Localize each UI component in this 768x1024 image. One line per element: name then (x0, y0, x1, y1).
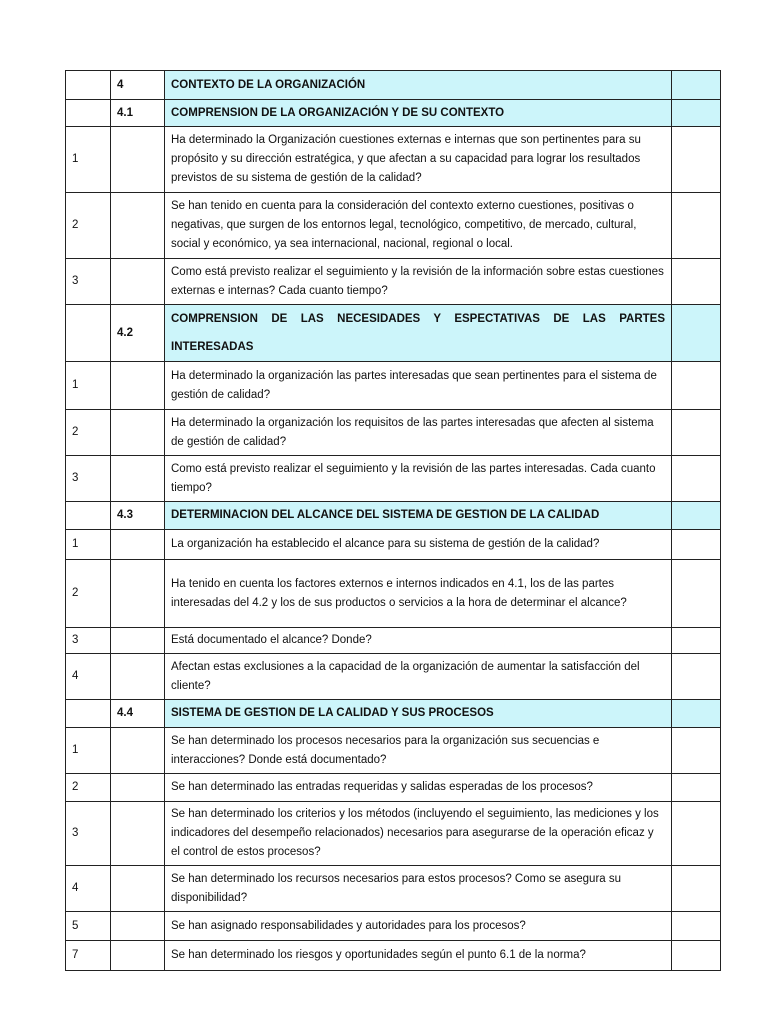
item-number-cell: 1 (66, 530, 111, 560)
item-number-cell: 7 (66, 941, 111, 971)
section-code-cell (111, 628, 165, 654)
answer-cell (672, 700, 721, 728)
item-number-cell (66, 100, 111, 127)
section-code-cell (111, 560, 165, 628)
section-code-cell: 4.1 (111, 100, 165, 127)
item-number-cell: 1 (66, 728, 111, 774)
item-number-cell: 3 (66, 802, 111, 866)
section-code-cell (111, 259, 165, 305)
answer-cell (672, 774, 721, 802)
section-title: COMPRENSION DE LAS NECESIDADES Y ESPECTATIVAS DE LAS PARTES INTERESADAS (165, 305, 672, 362)
section-code-cell (111, 530, 165, 560)
item-number-cell: 3 (66, 628, 111, 654)
answer-cell (672, 193, 721, 259)
question-row (66, 774, 721, 802)
section-code-cell (111, 912, 165, 941)
answer-cell (672, 802, 721, 866)
section-code-cell: 4.3 (111, 502, 165, 530)
answer-cell (672, 305, 721, 362)
answer-cell (672, 530, 721, 560)
question-row (66, 654, 721, 700)
answer-cell (672, 654, 721, 700)
item-number-cell: 2 (66, 560, 111, 628)
question-row (66, 802, 721, 866)
section-code-cell (111, 866, 165, 912)
question-row (66, 866, 721, 912)
question-row (66, 127, 721, 193)
question-text: Como está previsto realizar el seguimiento y la revisión de las partes interesadas. Cada cuanto tiempo? (165, 456, 672, 502)
question-row (66, 456, 721, 502)
question-text: Ha determinado la organización los requisitos de las partes interesadas que afecten al sistema de gestión de calidad? (165, 410, 672, 456)
answer-cell (672, 127, 721, 193)
item-number-cell: 2 (66, 193, 111, 259)
section-code-cell (111, 362, 165, 410)
answer-cell (672, 560, 721, 628)
item-number-cell: 2 (66, 410, 111, 456)
answer-cell (672, 71, 721, 100)
answer-cell (672, 628, 721, 654)
question-row (66, 628, 721, 654)
section-code-cell: 4 (111, 71, 165, 100)
item-number-cell: 4 (66, 866, 111, 912)
question-row (66, 912, 721, 941)
question-text: Se han determinado los criterios y los métodos (incluyendo el seguimiento, las mediciones y los indicadores del desempeño relacionados) necesarios para asegurarse de la operación eficaz y el control de estos procesos? (165, 802, 672, 866)
section-code-cell (111, 802, 165, 866)
section-title: DETERMINACION DEL ALCANCE DEL SISTEMA DE GESTION DE LA CALIDAD (165, 502, 672, 530)
answer-cell (672, 100, 721, 127)
answer-cell (672, 410, 721, 456)
item-number-cell: 2 (66, 774, 111, 802)
question-row (66, 193, 721, 259)
question-row (66, 530, 721, 560)
question-text: Se han determinado los riesgos y oportunidades según el punto 6.1 de la norma? (165, 941, 672, 971)
section-row (66, 100, 721, 127)
item-number-cell: 3 (66, 456, 111, 502)
item-number-cell (66, 71, 111, 100)
answer-cell (672, 456, 721, 502)
section-title: CONTEXTO DE LA ORGANIZACIÓN (165, 71, 672, 100)
section-title: COMPRENSION DE LA ORGANIZACIÓN Y DE SU CONTEXTO (165, 100, 672, 127)
question-row (66, 362, 721, 410)
item-number-cell (66, 305, 111, 362)
section-code-cell (111, 941, 165, 971)
question-text: Se han tenido en cuenta para la consideración del contexto externo cuestiones, positivas o negativas, que surgen de los entornos legal, tecnológico, competitivo, de mercado, cultural, social y económico, ya sea internacional, nacional, regional o local. (165, 193, 672, 259)
item-number-cell: 4 (66, 654, 111, 700)
question-text: Ha tenido en cuenta los factores externos e internos indicados en 4.1, los de las partes interesadas del 4.2 y los de sus productos o servicios a la hora de determinar el alcance? (165, 560, 672, 628)
question-row (66, 560, 721, 628)
answer-cell (672, 866, 721, 912)
question-row (66, 941, 721, 971)
section-code-cell: 4.2 (111, 305, 165, 362)
answer-cell (672, 362, 721, 410)
section-row (66, 305, 721, 362)
question-text: Afectan estas exclusiones a la capacidad de la organización de aumentar la satisfacción del cliente? (165, 654, 672, 700)
question-text: Se han asignado responsabilidades y autoridades para los procesos? (165, 912, 672, 941)
section-code-cell: 4.4 (111, 700, 165, 728)
section-code-cell (111, 728, 165, 774)
section-code-cell (111, 193, 165, 259)
question-row (66, 728, 721, 774)
item-number-cell: 3 (66, 259, 111, 305)
checklist-rows (66, 71, 721, 971)
question-text: Se han determinado los recursos necesarios para estos procesos? Como se asegura su disponibilidad? (165, 866, 672, 912)
item-number-cell: 5 (66, 912, 111, 941)
answer-cell (672, 728, 721, 774)
question-text: Ha determinado la Organización cuestiones externas e internas que son pertinentes para su propósito y su dirección estratégica, y que afectan a su capacidad para lograr los resultados previstos de su sistema de gestión de la calidad? (165, 127, 672, 193)
section-row (66, 71, 721, 100)
section-code-cell (111, 456, 165, 502)
question-row (66, 259, 721, 305)
answer-cell (672, 941, 721, 971)
section-code-cell (111, 410, 165, 456)
answer-cell (672, 259, 721, 305)
answer-cell (672, 502, 721, 530)
question-text: Está documentado el alcance? Donde? (165, 628, 672, 654)
section-code-cell (111, 774, 165, 802)
section-row (66, 700, 721, 728)
section-code-cell (111, 127, 165, 193)
question-row (66, 410, 721, 456)
question-text: Como está previsto realizar el seguimiento y la revisión de la información sobre estas cuestiones externas e internas? Cada cuanto tiempo? (165, 259, 672, 305)
item-number-cell (66, 700, 111, 728)
question-text: Se han determinado las entradas requeridas y salidas esperadas de los procesos? (165, 774, 672, 802)
audit-checklist-table (65, 70, 721, 971)
section-row (66, 502, 721, 530)
answer-cell (672, 912, 721, 941)
item-number-cell: 1 (66, 362, 111, 410)
question-text: Ha determinado la organización las partes interesadas que sean pertinentes para el sistema de gestión de calidad? (165, 362, 672, 410)
section-title: SISTEMA DE GESTION DE LA CALIDAD Y SUS PROCESOS (165, 700, 672, 728)
item-number-cell: 1 (66, 127, 111, 193)
question-text: Se han determinado los procesos necesarios para la organización sus secuencias e interacciones? Donde está documentado? (165, 728, 672, 774)
item-number-cell (66, 502, 111, 530)
section-code-cell (111, 654, 165, 700)
question-text: La organización ha establecido el alcance para su sistema de gestión de la calidad? (165, 530, 672, 560)
